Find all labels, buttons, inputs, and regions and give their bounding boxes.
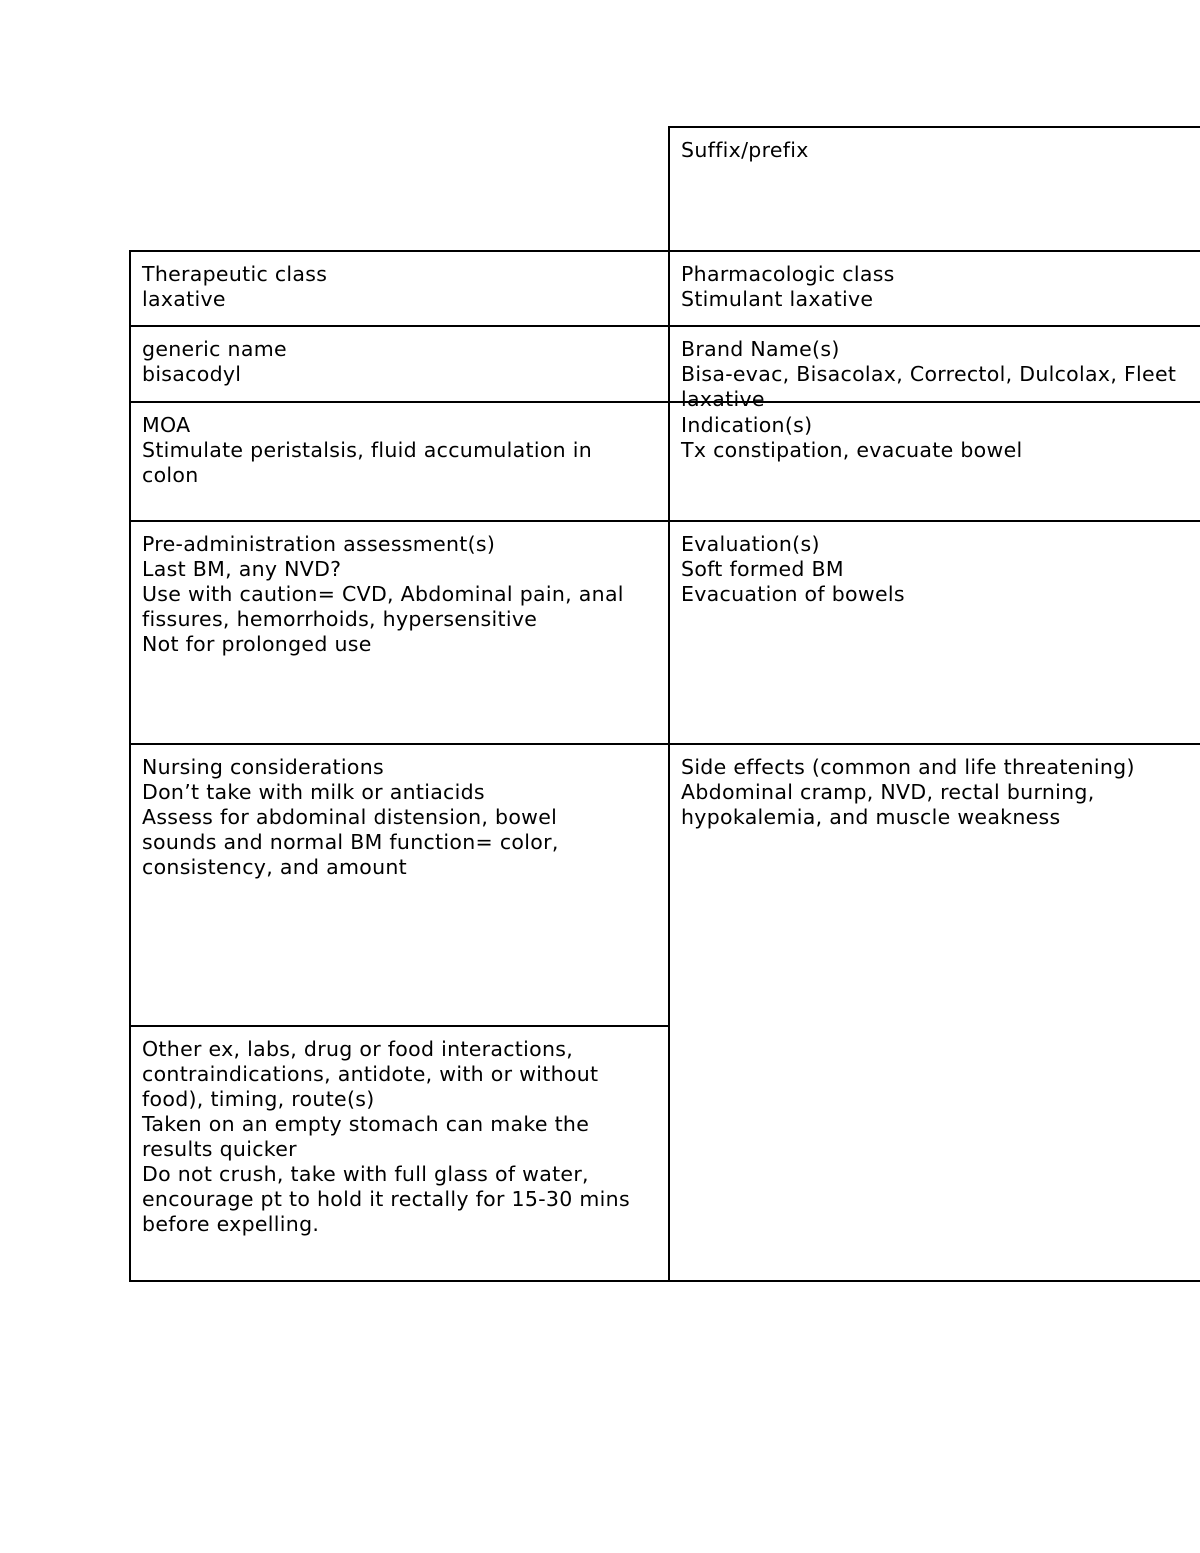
cell-moa	[131, 403, 646, 488]
pre-administration-line: Use with caution= CVD, Abdominal pain, anal fissures, hemorrhoids, hypersensitive	[142, 582, 624, 631]
table-border-bottom	[129, 1280, 1200, 1282]
pharmacologic-class-value: Stimulant laxative	[681, 287, 874, 311]
side-effects-value: Abdominal cramp, NVD, rectal burning, hypokalemia, and muscle weakness	[681, 780, 1095, 829]
nursing-considerations-label: Nursing considerations	[142, 755, 384, 779]
cell-therapeutic-class	[131, 252, 668, 312]
evaluations-line: Evacuation of bowels	[681, 582, 905, 606]
nursing-considerations-line: Don’t take with milk or antiacids	[142, 780, 485, 804]
evaluations-line: Soft formed BM	[681, 557, 844, 581]
brand-names-label: Brand Name(s)	[681, 337, 840, 361]
cell-pre-administration	[131, 522, 646, 657]
pre-administration-label: Pre-administration assessment(s)	[142, 532, 496, 556]
indications-value: Tx constipation, evacuate bowel	[681, 438, 1023, 462]
side-effects-label: Side effects (common and life threatening)	[681, 755, 1135, 779]
cell-side-effects	[670, 745, 1175, 830]
cell-generic-name	[131, 327, 668, 387]
pharmacologic-class-label: Pharmacologic class	[681, 262, 895, 286]
cell-evaluations	[670, 522, 1200, 607]
cell-pharmacologic-class	[670, 252, 1200, 312]
cell-nursing-considerations	[131, 745, 636, 880]
other-interactions-line: Do not crush, take with full glass of water, encourage pt to hold it rectally for 15-30 mins before expelling.	[142, 1162, 630, 1236]
cell-brand-names	[670, 327, 1190, 412]
moa-value: Stimulate peristalsis, fluid accumulation in colon	[142, 438, 593, 487]
cell-other-interactions	[131, 1027, 666, 1237]
other-interactions-label: Other ex, labs, drug or food interactions, contraindications, antidote, with or without food), timing, route(s)	[142, 1037, 599, 1111]
therapeutic-class-label: Therapeutic class	[142, 262, 328, 286]
generic-name-label: generic name	[142, 337, 287, 361]
pre-administration-line: Last BM, any NVD?	[142, 557, 342, 581]
other-interactions-line: Taken on an empty stomach can make the results quicker	[142, 1112, 590, 1161]
nursing-considerations-line: Assess for abdominal distension, bowel sounds and normal BM function= color, consistency, and amount	[142, 805, 559, 879]
evaluations-label: Evaluation(s)	[681, 532, 820, 556]
therapeutic-class-value: laxative	[142, 287, 226, 311]
indications-label: Indication(s)	[681, 413, 813, 437]
suffix-prefix-label: Suffix/prefix	[681, 138, 809, 162]
moa-label: MOA	[142, 413, 191, 437]
pre-administration-line: Not for prolonged use	[142, 632, 372, 656]
cell-indications	[670, 403, 1200, 463]
cell-suffix-prefix	[670, 128, 1200, 163]
brand-names-value: Bisa-evac, Bisacolax, Correctol, Dulcolax, Fleet laxative	[681, 362, 1177, 411]
generic-name-value: bisacodyl	[142, 362, 242, 386]
